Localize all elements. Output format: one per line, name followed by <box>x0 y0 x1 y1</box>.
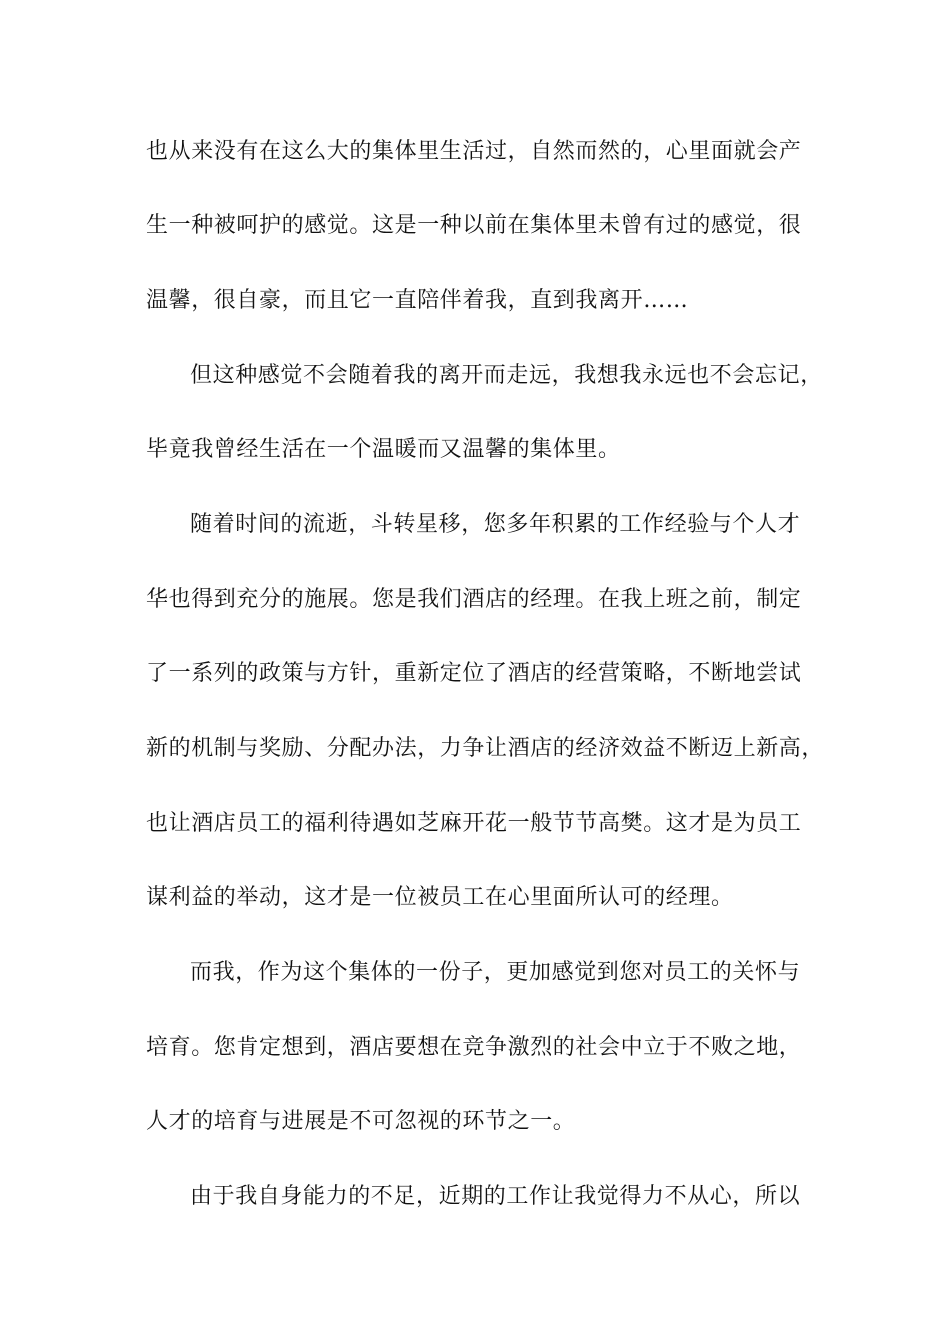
text-line: 也从来没有在这么大的集体里生活过，自然而然的，心里面就会产 <box>146 139 802 164</box>
text-line: 毕竟我曾经生活在一个温暖而又温馨的集体里。 <box>146 437 621 462</box>
text-line: 培育。您肯定想到，酒店要想在竞争激烈的社会中立于不败之地， <box>146 1035 802 1060</box>
text-line: 由于我自身能力的不足，近期的工作让我觉得力不从心，所以 <box>190 1184 801 1209</box>
text-line: 了一系列的政策与方针，重新定位了酒店的经营策略，不断地尝试 <box>146 661 802 686</box>
text-line: 温馨，很自豪，而且它一直陪伴着我，直到我离开…… <box>146 288 689 313</box>
text-line: 谋利益的举动，这才是一位被员工在心里面所认可的经理。 <box>146 885 734 910</box>
text-line: 而我，作为这个集体的一份子，更加感觉到您对员工的关怀与 <box>190 960 801 985</box>
text-line: 华也得到充分的施展。您是我们酒店的经理。在我上班之前，制定 <box>146 587 802 612</box>
text-line: 人才的培育与进展是不可忽视的环节之一。 <box>146 1109 576 1134</box>
text-line: 但这种感觉不会随着我的离开而走远，我想我永远也不会忘记， <box>190 363 823 388</box>
text-line: 也让酒店员工的福利待遇如芝麻开花一般节节高樊。这才是为员工 <box>146 811 802 836</box>
text-line: 生一种被呵护的感觉。这是一种以前在集体里未曾有过的感觉，很 <box>146 213 802 238</box>
text-line: 新的机制与奖励、分配办法，力争让酒店的经济效益不断迈上新高， <box>146 736 825 761</box>
text-line: 随着时间的流逝，斗转星移，您多年积累的工作经验与个人才 <box>190 512 801 537</box>
